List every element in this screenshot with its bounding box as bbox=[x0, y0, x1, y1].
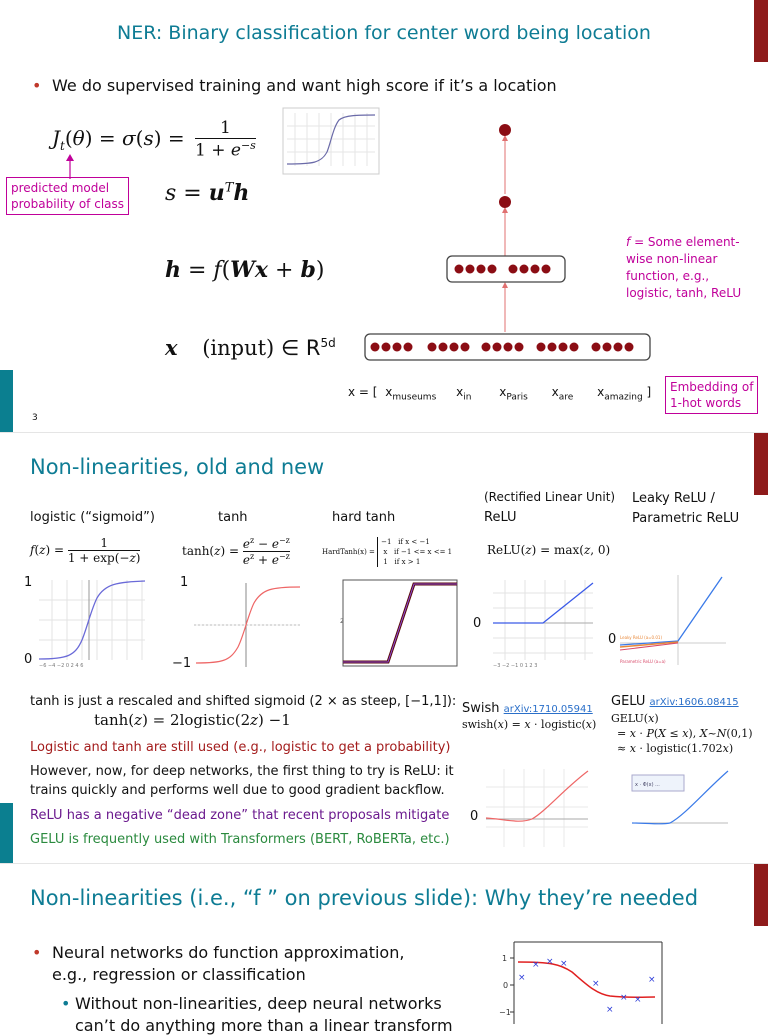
leaky-label-2: Parametric ReLU bbox=[632, 511, 740, 526]
tanh-formula: tanh(z) = $\frac{e^z - e^{-z}}{e^z + e^{-z}}$ bbox=[182, 536, 290, 567]
logistic-plot bbox=[37, 578, 147, 668]
note-line: logistic, tanh, ReLU bbox=[626, 286, 742, 300]
bullet-text: e.g., regression or classification bbox=[52, 965, 306, 984]
hardtanh-label: hard tanh bbox=[332, 510, 396, 525]
axis-mark: −1 bbox=[172, 656, 192, 671]
svg-text:−6 −4 −2 0 2 4 6: −6 −4 −2 0 2 4 6 bbox=[39, 663, 84, 669]
x-sub: museums bbox=[392, 392, 437, 403]
loss-formula: $J_t(\theta) = \sigma(s)$ = $\frac{1}{1 + e^{-s}}$ bbox=[52, 118, 256, 161]
box-line: predicted model bbox=[11, 181, 110, 195]
svg-text:−3 −2 −1 0 1 2 3: −3 −2 −1 0 1 2 3 bbox=[493, 663, 538, 669]
svg-text:2: 2 bbox=[340, 618, 344, 625]
gelu-title: GELU bbox=[611, 694, 646, 709]
predicted-probability-box bbox=[6, 177, 129, 215]
s-formula: $s = u^Th$ bbox=[165, 180, 250, 206]
swish-formula: swish(x) = x · logistic(x) bbox=[462, 718, 597, 731]
relu-formula: ReLU(z) = max(z, 0) bbox=[487, 543, 611, 557]
vector-prefix: x = [ bbox=[348, 385, 378, 399]
text-line: Logistic and tanh are still used (e.g., logistic to get a probability) bbox=[30, 740, 451, 755]
tanh-identity: tanh(z) = 2logistic(2z) −1 bbox=[94, 711, 291, 729]
box-line: Embedding of bbox=[670, 380, 754, 394]
slide-accent-bar bbox=[754, 864, 768, 926]
logistic-label: logistic (“sigmoid”) bbox=[30, 510, 155, 525]
text-line: ReLU has a negative “dead zone” that recent proposals mitigate bbox=[30, 808, 450, 823]
regression-plot bbox=[500, 940, 665, 1024]
axis-mark: 0 bbox=[608, 632, 617, 647]
tanh-label: tanh bbox=[218, 510, 248, 525]
slide-title: Non-linearities (i.e., “f ” on previous slide): Why they’re needed bbox=[30, 886, 699, 910]
note-line: function, e.g., bbox=[626, 269, 710, 283]
text-line: However, now, for deep networks, the first thing to try is ReLU: it bbox=[30, 764, 454, 779]
x-input-formula: x (input) ∈ $R^{5d}$ bbox=[165, 335, 336, 360]
axis-mark: 0 bbox=[473, 616, 482, 631]
box-line: 1-hot words bbox=[670, 396, 742, 410]
x-item bbox=[385, 385, 437, 403]
gelu-label bbox=[611, 694, 739, 709]
text-line: GELU is frequently used with Transformers (BERT, RoBERTa, etc.) bbox=[30, 832, 450, 847]
swish-label bbox=[462, 701, 593, 716]
slide-accent-bar bbox=[0, 803, 13, 863]
tick-label: −1 bbox=[499, 1008, 511, 1017]
slide-1 bbox=[0, 0, 768, 432]
slide-title: Non-linearities, old and new bbox=[30, 455, 325, 479]
x-sub: in bbox=[463, 392, 472, 403]
sub-bullet-text: • Without non-linearities, deep neural networks bbox=[75, 994, 442, 1013]
logistic-formula: f(z) = $\frac{1}{1 + \exp(-z)}$ bbox=[30, 536, 141, 565]
svg-text:×: × bbox=[546, 957, 554, 967]
input-space: ∈ R bbox=[280, 336, 321, 360]
svg-text:Parametric ReLU (a=a): Parametric ReLU (a=a) bbox=[620, 659, 666, 664]
relu-caption: (Rectified Linear Unit) bbox=[484, 490, 616, 504]
note-line: wise non-linear bbox=[626, 252, 718, 266]
x-base: x bbox=[499, 385, 507, 399]
relu-label: ReLU bbox=[484, 510, 517, 525]
x-base: x bbox=[385, 385, 393, 399]
hardtanh-formula: HardTanh(x) = −1 if x < −1 x if −1 <= x <= 1 1 if x > 1 bbox=[322, 538, 453, 566]
x-vector-label bbox=[348, 385, 651, 402]
note-line: = Some element- bbox=[634, 235, 740, 249]
slide-accent-bar bbox=[0, 370, 13, 432]
bullet-text: • Neural networks do function approximation, bbox=[52, 943, 404, 962]
h-formula: h = f(Wx + b) bbox=[165, 257, 325, 283]
gelu-link[interactable]: arXiv:1606.08415 bbox=[649, 697, 739, 708]
x-base: x bbox=[597, 385, 605, 399]
network-diagram bbox=[360, 120, 660, 365]
tanh-plot bbox=[192, 581, 302, 669]
relu-plot bbox=[485, 578, 595, 668]
svg-text:×: × bbox=[634, 995, 642, 1005]
leaky-relu-plot bbox=[618, 573, 728, 671]
axis-mark: 0 bbox=[24, 652, 33, 667]
slide-2 bbox=[0, 433, 768, 863]
gelu-formula: GELU(x) = x · P(X ≤ x), X~N(0,1) ≈ x · logistic(1.702x) bbox=[611, 712, 753, 755]
svg-text:×: × bbox=[592, 979, 600, 989]
svg-text:×: × bbox=[648, 975, 656, 985]
swish-title: Swish bbox=[462, 701, 500, 716]
x-item bbox=[551, 385, 574, 403]
f-note bbox=[626, 234, 741, 302]
x-item bbox=[456, 385, 472, 403]
swish-plot bbox=[484, 767, 590, 849]
text-line: tanh is just a rescaled and shifted sigmoid (2 × as steep, [−1,1]): bbox=[30, 694, 457, 709]
text-line: trains quickly and performs well due to good gradient backflow. bbox=[30, 783, 445, 798]
slide-number: 3 bbox=[32, 413, 38, 423]
svg-text:×: × bbox=[532, 960, 540, 970]
slide-3 bbox=[0, 864, 768, 1035]
x-item bbox=[499, 385, 528, 403]
f-variable: f bbox=[626, 235, 631, 249]
svg-text:×: × bbox=[606, 1005, 614, 1015]
pointer-arrow bbox=[60, 152, 80, 180]
hardtanh-plot bbox=[336, 575, 462, 671]
tick-label: 0 bbox=[503, 981, 509, 990]
swish-link[interactable]: arXiv:1710.05941 bbox=[503, 704, 593, 715]
x-sub: are bbox=[558, 392, 574, 403]
tick-label: 1 bbox=[502, 954, 508, 963]
x-sub: Paris bbox=[506, 392, 528, 403]
bullet-text: • We do supervised training and want high score if it’s a location bbox=[52, 76, 557, 95]
x-base: x bbox=[456, 385, 464, 399]
slide-title: NER: Binary classification for center word being location bbox=[117, 22, 651, 44]
gelu-plot bbox=[630, 767, 730, 849]
embedding-box bbox=[665, 376, 758, 414]
vector-suffix: ] bbox=[646, 385, 652, 399]
axis-mark: 1 bbox=[180, 575, 189, 590]
sub-bullet-text: can’t do anything more than a linear transform bbox=[75, 1016, 453, 1035]
box-line: probability of class bbox=[11, 197, 125, 211]
slide-accent-bar bbox=[754, 433, 768, 495]
input-space-sup: 5d bbox=[320, 336, 336, 350]
svg-text:×: × bbox=[518, 973, 526, 983]
x-base: x bbox=[551, 385, 559, 399]
leaky-label-1: Leaky ReLU / bbox=[632, 491, 715, 506]
svg-text:Leaky ReLU (a=0.01): Leaky ReLU (a=0.01) bbox=[620, 635, 663, 640]
svg-text:×: × bbox=[620, 993, 628, 1003]
x-item bbox=[597, 385, 643, 403]
axis-mark: 1 bbox=[24, 575, 33, 590]
x-sub: amazing bbox=[604, 392, 643, 403]
svg-text:×: × bbox=[560, 959, 568, 969]
axis-mark: 0 bbox=[470, 809, 479, 824]
input-label: (input) bbox=[202, 336, 275, 360]
svg-text:x · Φ(x) ...: x · Φ(x) ... bbox=[635, 782, 660, 788]
